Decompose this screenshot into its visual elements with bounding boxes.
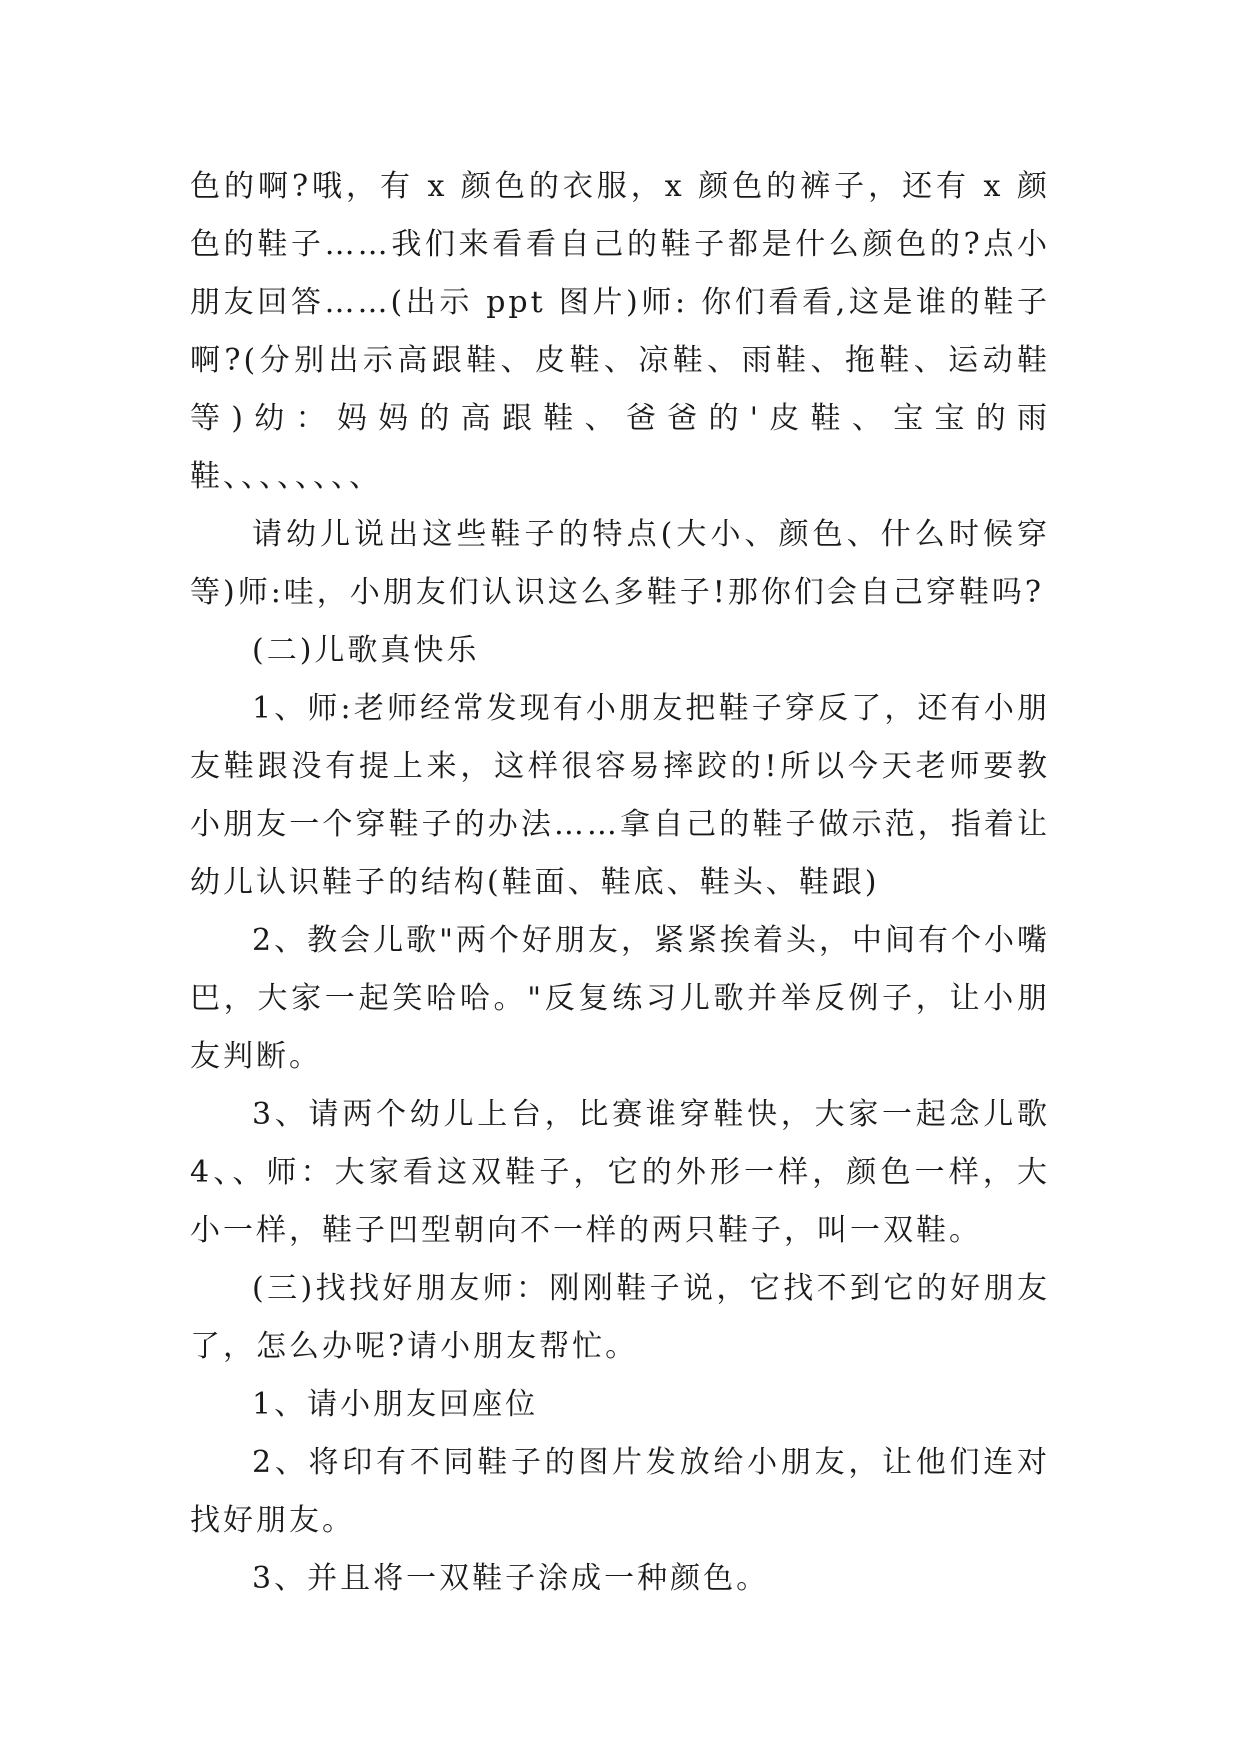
section-heading-nursery-rhyme: (二)儿歌真快乐 — [252, 633, 480, 668]
document-body — [190, 158, 1050, 1608]
paragraph-step-3-4: 3、请两个幼儿上台，比赛谁穿鞋快，大家一起念儿歌4、、师：大家看这双鞋子，它的外形一样，颜色一样，大小一样，鞋子凹型朝向不一样的两只鞋子，叫一双鞋。 — [190, 1097, 1050, 1248]
paragraph-shoe-features: 请幼儿说出这些鞋子的特点(大小、颜色、什么时候穿等)师:哇，小朋友们认识这么多鞋子!那你们会自己穿鞋吗? — [190, 517, 1050, 610]
paragraph-find-step-3: 3、并且将一双鞋子涂成一种颜色。 — [252, 1561, 770, 1596]
section-heading-find-friends: (三)找找好朋友师：刚刚鞋子说，它找不到它的好朋友了，怎么办呢?请小朋友帮忙。 — [190, 1271, 1050, 1364]
paragraph-find-step-1: 1、请小朋友回座位 — [252, 1387, 539, 1422]
paragraph-step-1: 1、师:老师经常发现有小朋友把鞋子穿反了，还有小朋友鞋跟没有提上来，这样很容易摔跤的!所以今天老师要教小朋友一个穿鞋子的办法……拿自己的鞋子做示范，指着让幼儿认识鞋子的结构(鞋面、鞋底、鞋头、鞋跟) — [190, 691, 1050, 900]
paragraph-continuation: 色的啊?哦，有 x 颜色的衣服，x 颜色的裤子，还有 x 颜色的鞋子……我们来看看自己的鞋子都是什么颜色的?点小朋友回答……(出示 ppt 图片)师: 你们看看,这是谁的鞋子啊?(分别出示高跟鞋、皮鞋、凉鞋、雨鞋、拖鞋、运动鞋等)幼：妈妈的高跟鞋、爸爸的'皮鞋、宝宝的雨鞋、、、、、、、、 — [190, 169, 1050, 494]
paragraph-find-step-2: 2、将印有不同鞋子的图片发放给小朋友，让他们连对找好朋友。 — [190, 1445, 1050, 1538]
paragraph-step-2: 2、教会儿歌"两个好朋友，紧紧挨着头，中间有个小嘴巴，大家一起笑哈哈。"反复练习儿歌并举反例子，让小朋友判断。 — [190, 923, 1050, 1074]
